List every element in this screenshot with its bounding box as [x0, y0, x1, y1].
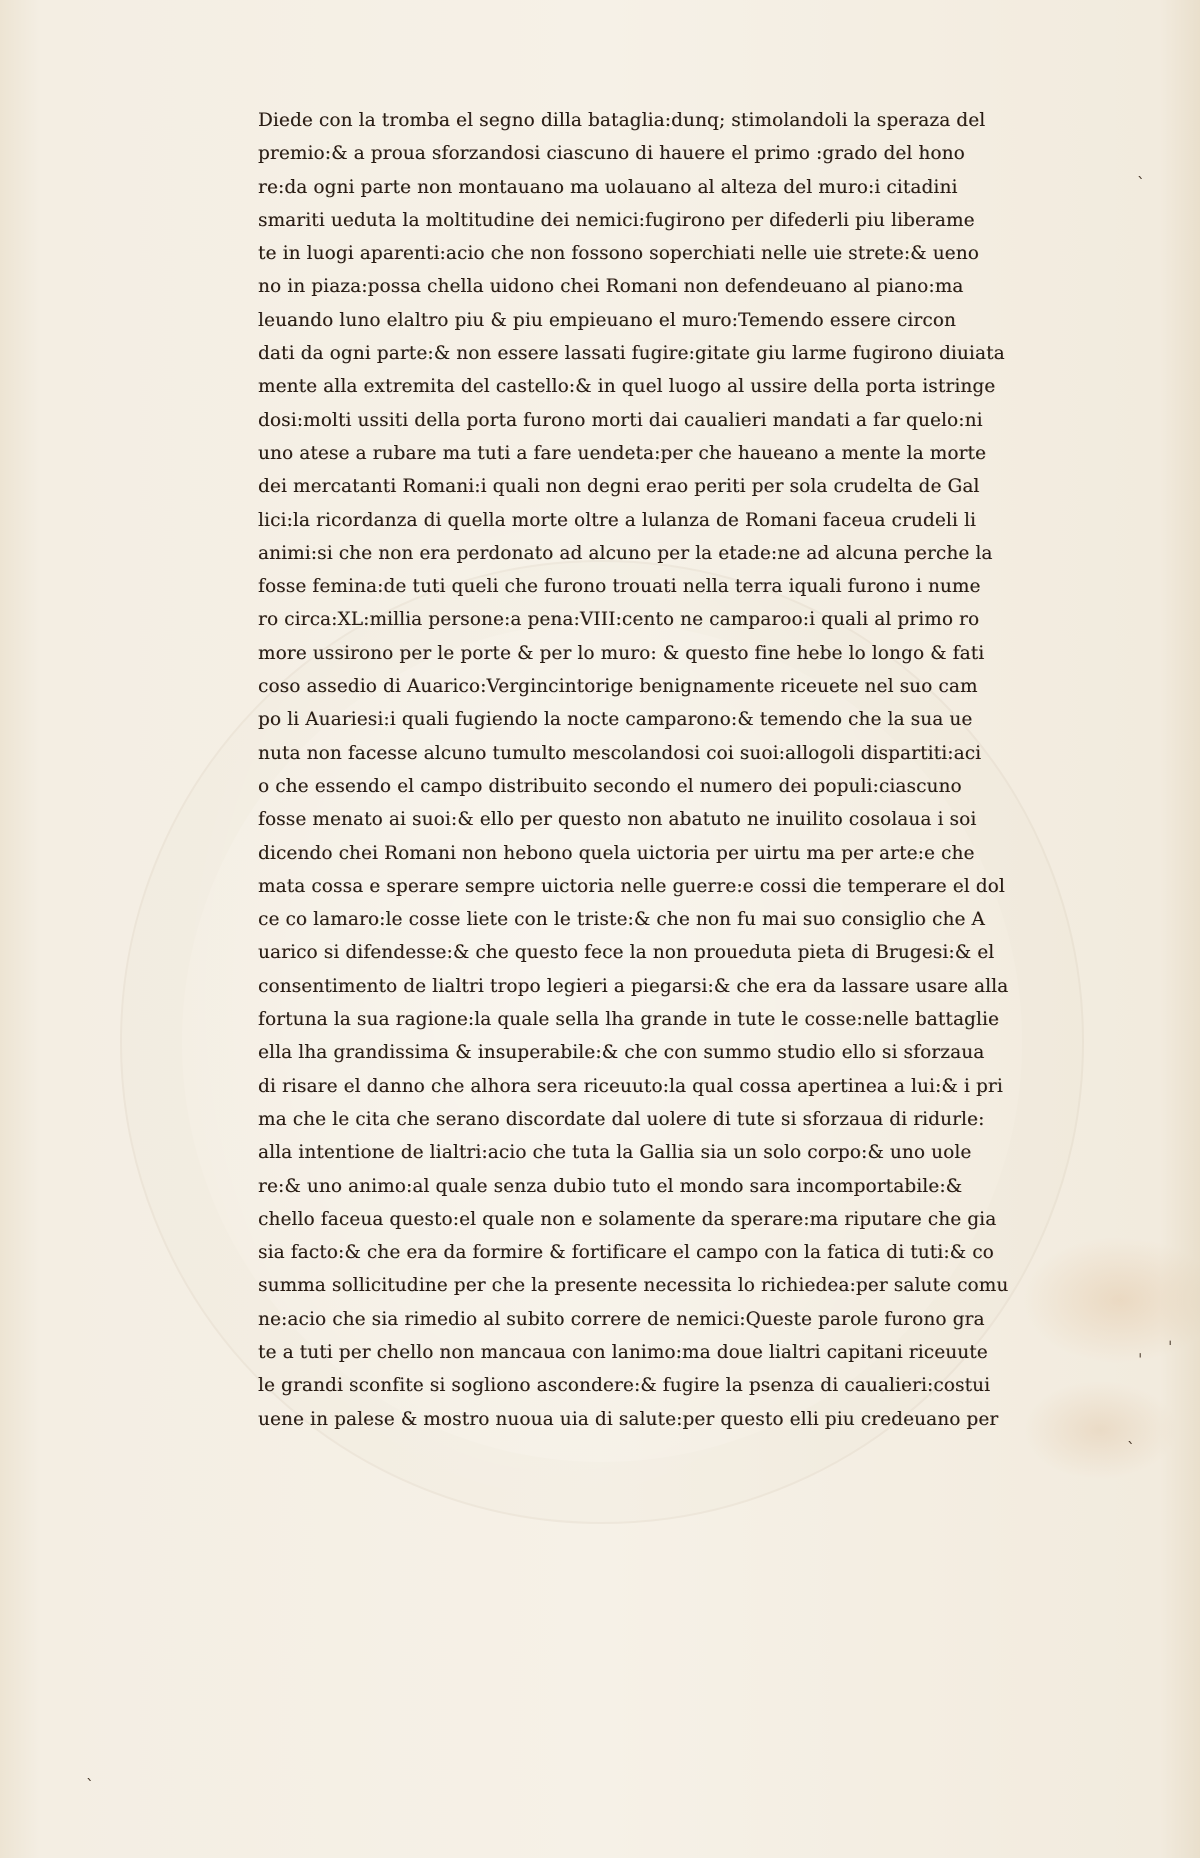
text-line: dati da ogni parte:& non essere lassati fugire:gitate giu larme fugirono diuiata — [258, 343, 1005, 365]
text-line: chello faceua questo:el quale non e solamente da sperare:ma riputare che gia — [258, 1208, 997, 1230]
text-line: sia facto:& che era da formire & fortificare el campo con la fatica di tuti:& co — [258, 1242, 994, 1264]
ink-speck: ˎ — [1127, 1425, 1135, 1444]
text-line: te a tuti per chello non mancaua con lanimo:ma doue lialtri capitani riceuute — [258, 1341, 988, 1363]
text-line: dei mercatanti Romani:i quali non degni erao periti per sola crudelta de Gal — [258, 476, 980, 498]
text-line: ella lha grandissima & insuperabile:& che con summo studio ello si sforzaua — [258, 1042, 985, 1064]
text-line: fosse femina:de tuti queli che furono trouati nella terra iquali furono i nume — [258, 576, 981, 598]
text-line: animi:si che non era perdonato ad alcuno per la etade:ne ad alcuna perche la — [258, 542, 993, 564]
text-line: consentimento de lialtri tropo legieri a piegarsi:& che era da lassare usare alla — [258, 975, 1009, 997]
text-line: mata cossa e sperare sempre uictoria nelle guerre:e cossi die temperare el dol — [258, 875, 1005, 897]
text-line: ce co lamaro:le cosse liete con le triste:& che non fu mai suo consiglio che A — [258, 909, 985, 931]
text-line: summa sollicitudine per che la presente necessita lo richiedea:per salute comu — [258, 1275, 1009, 1297]
text-line: alla intentione de lialtri:acio che tuta la Gallia sia un solo corpo:& uno uole — [258, 1142, 972, 1164]
text-line: re:& uno animo:al quale senza dubio tuto el mondo sara incomportabile:& — [258, 1175, 963, 1197]
text-line: smariti ueduta la moltitudine dei nemici:fugirono per difederli piu liberame — [258, 209, 975, 231]
text-line: dosi:molti ussiti della porta furono morti dai caualieri mandati a far quelo:ni — [258, 409, 983, 431]
text-line: more ussirono per le porte & per lo muro: & questo fine hebe lo longo & fati — [258, 642, 985, 664]
text-line: uene in palese & mostro nuoua uia di salute:per questo elli piu credeuano per — [258, 1408, 999, 1430]
text-line: uno atese a rubare ma tuti a fare uendeta:per che haueano a mente la morte — [258, 442, 987, 464]
text-line: no in piaza:possa chella uidono chei Romani non defendeuano al piano:ma — [258, 276, 964, 298]
text-line: coso assedio di Auarico:Vergincintorige benignamente riceuete nel suo cam — [258, 676, 978, 698]
text-line: ma che le cita che serano discordate dal uolere di tute si sforzaua di ridurle: — [258, 1108, 985, 1130]
text-line: dicendo chei Romani non hebono quela uictoria per uirtu ma per arte:e che — [258, 842, 975, 864]
text-line: ro circa:XL:millia persone:a pena:VIII:cento ne camparoo:i quali al primo ro — [258, 609, 980, 631]
ink-speck: ˋ — [86, 1776, 94, 1795]
text-line: Diede con la tromba el segno dilla bataglia:dunq; stimolandoli la speraza del — [258, 110, 986, 131]
text-line: ne:acio che sia rimedio al subito correre de nemici:Queste parole furono gra — [258, 1308, 985, 1330]
ink-speck: ˎ — [1137, 160, 1145, 179]
text-line: po li Auariesi:i quali fugiendo la nocte camparono:& temendo che la sua ue — [258, 709, 973, 731]
text-line: leuando luno elaltro piu & piu empieuano el muro:Temendo essere circon — [258, 309, 957, 331]
text-line: di risare el danno che alhora sera riceuuto:la qual cossa apertinea a lui:& i pri — [258, 1075, 1003, 1097]
ink-speck: ˌ — [1138, 1340, 1143, 1359]
text-line: nuta non facesse alcuno tumulto mescolandosi coi suoi:allogoli dispartiti:aci — [258, 742, 982, 764]
text-block — [258, 104, 1118, 1436]
text-line: fortuna la sua ragione:la quale sella lha grande in tute le cosse:nelle battaglie — [258, 1009, 1000, 1031]
text-line: uarico si difendesse:& che questo fece la non proueduta pieta di Brugesi:& el — [258, 942, 995, 964]
ink-speck: ˈ — [1168, 1338, 1173, 1357]
text-line: premio:& a proua sforzandosi ciascuno di hauere el primo :grado del hono — [258, 143, 965, 165]
text-line: le grandi sconfite si sogliono ascondere:& fugire la psenza di caualieri:costui — [258, 1375, 991, 1397]
text-line: o che essendo el campo distribuito secondo el numero dei populi:ciascuno — [258, 775, 962, 797]
text-line: fosse menato ai suoi:& ello per questo non abatuto ne inuilito cosolaua i soi — [258, 809, 977, 831]
text-line: re:da ogni parte non montauano ma uolauano al alteza del muro:i citadini — [258, 176, 958, 198]
text-line: lici:la ricordanza di quella morte oltre a lulanza de Romani faceua crudeli li — [258, 509, 977, 531]
text-line: mente alla extremita del castello:& in quel luogo al ussire della porta istringe — [258, 376, 996, 398]
text-line: te in luogi aparenti:acio che non fossono soperchiati nelle uie strete:& ueno — [258, 243, 979, 265]
